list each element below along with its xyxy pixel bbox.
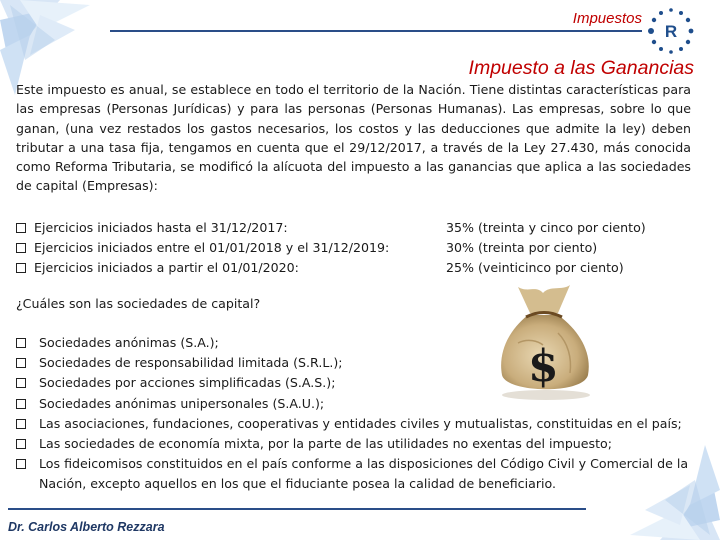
- checkbox-bullet-icon: [16, 243, 26, 253]
- checkbox-bullet-icon: [16, 338, 26, 348]
- checkbox-bullet-icon: [16, 263, 26, 273]
- list-item: Las asociaciones, fundaciones, cooperativas y entidades civiles y mutualistas, constituidas en el país;: [16, 414, 692, 434]
- checkbox-bullet-icon: [16, 358, 26, 368]
- rate-row: [16, 258, 696, 278]
- list-item: Los fideicomisos constituidos en el país conforme a las disposiciones del Código Civil y Comercial de la Nación, excepto aquellos en los que el fiduciante posea la calidad de beneficiario.: [16, 454, 692, 494]
- list-item: Las sociedades de economía mixta, por la parte de las utilidades no exentas del impuesto;: [16, 434, 692, 454]
- checkbox-bullet-icon: [16, 399, 26, 409]
- rate-period: Ejercicios iniciados entre el 01/01/2018 y el 31/12/2019:: [34, 240, 390, 255]
- rate-value: 30% (treinta por ciento): [446, 240, 598, 255]
- footer-divider: [8, 508, 586, 510]
- author-name: Dr. Carlos Alberto Rezzara: [8, 520, 165, 534]
- rate-row: [16, 238, 696, 258]
- rate-value: 25% (veinticinco por ciento): [446, 260, 624, 275]
- rates-list: [16, 218, 696, 278]
- logo: [646, 6, 696, 56]
- logo-letter: R: [664, 22, 678, 41]
- list-item: Sociedades por acciones simplificadas (S.A.S.);: [16, 373, 692, 393]
- rate-row: [16, 218, 696, 238]
- checkbox-bullet-icon: [16, 459, 26, 469]
- list-item: Sociedades anónimas unipersonales (S.A.U.);: [16, 394, 692, 414]
- rate-period: Ejercicios iniciados hasta el 31/12/2017:: [34, 220, 288, 235]
- intro-paragraph: Este impuesto es anual, se establece en todo el territorio de la Nación. Tiene distintas características para las empresas (Personas Jurídicas) y para las personas (Personas Humanas). Las empresas, sobre lo que ganan, (una vez restados los gastos necesarios, los costos y las deducciones que admite la ley) deben tributar a una tasa fija, tengamos en cuenta que el 29/12/2017, a través de la Ley 27.430, más conocida como Reforma Tributaria, se modificó la alícuota del impuesto a las ganancias que aplica a las sociedades de capital (Empresas):: [16, 82, 691, 194]
- checkbox-bullet-icon: [16, 419, 26, 429]
- checkbox-bullet-icon: [16, 223, 26, 233]
- societies-list: [16, 333, 692, 495]
- section-title: Impuestos: [572, 10, 642, 27]
- rate-value: 35% (treinta y cinco por ciento): [446, 220, 646, 235]
- question-heading: ¿Cuáles son las sociedades de capital?: [16, 296, 261, 311]
- dollar-sign: $: [528, 341, 559, 392]
- checkbox-bullet-icon: [16, 378, 26, 388]
- list-item: Sociedades anónimas (S.A.);: [16, 333, 692, 353]
- rate-period: Ejercicios iniciados a partir el 01/01/2020:: [34, 260, 299, 275]
- header-divider: [110, 30, 642, 32]
- list-item: Sociedades de responsabilidad limitada (S.R.L.);: [16, 353, 692, 373]
- page-title: Impuesto a las Ganancias: [468, 57, 694, 79]
- checkbox-bullet-icon: [16, 439, 26, 449]
